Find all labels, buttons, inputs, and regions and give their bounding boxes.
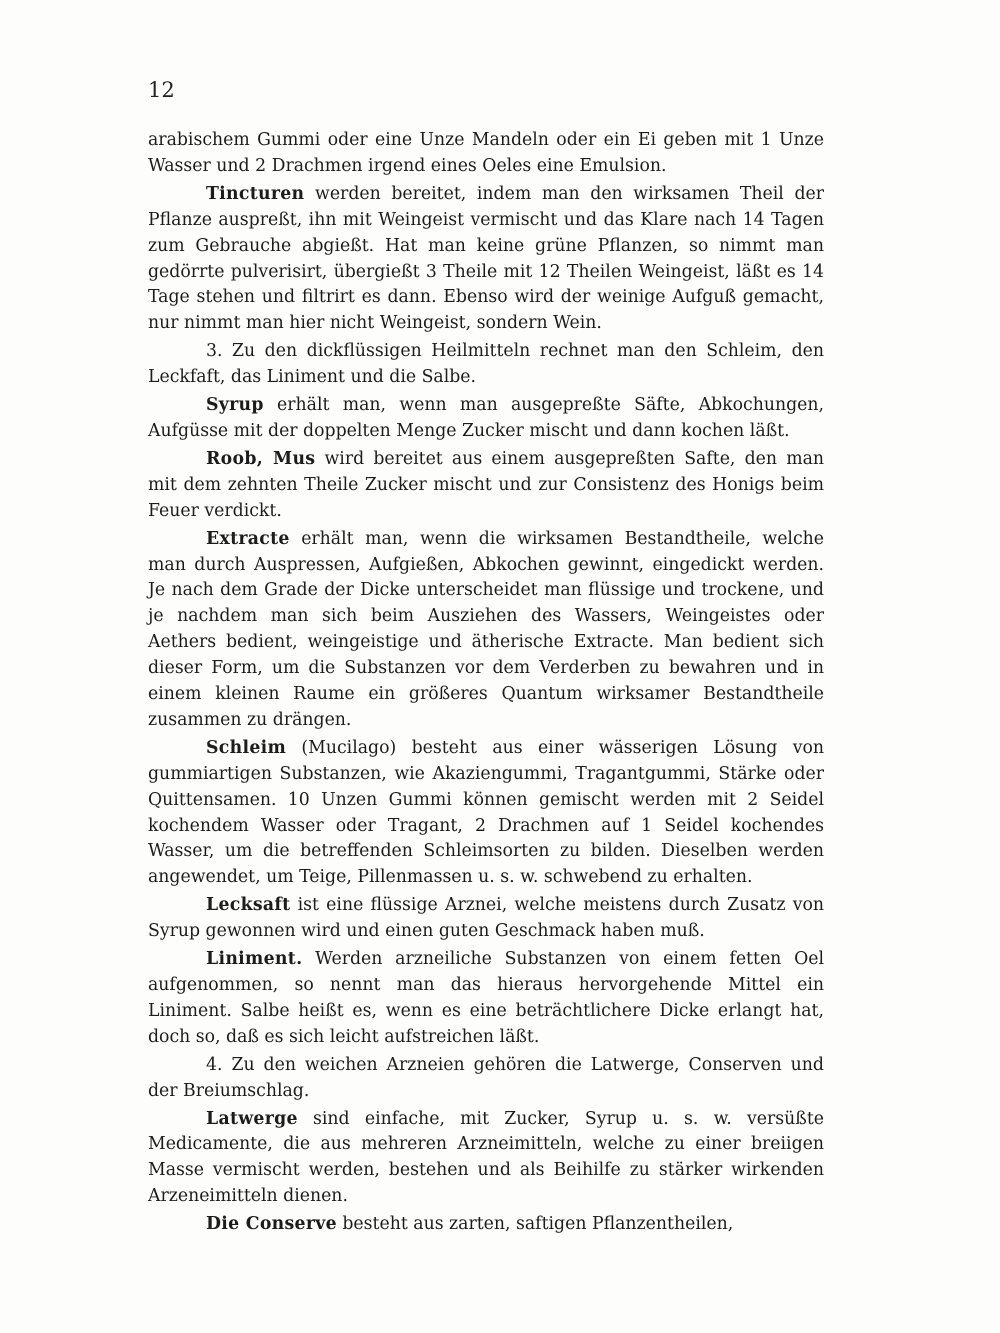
paragraph-text: wird bereitet aus einem ausgepreßten Safte, den man mit dem zehnten Theile Zucker mischt und zur Consistenz des Honigs beim Feuer verdickt. [148,448,825,521]
term-heading: Liniment. [206,949,303,970]
paragraph-text: (Mucilago) besteht aus einer wässerigen Lösung von gummiartigen Substanzen, wie Akaziengummi, Tragantgummi, Stärke oder Quittensamen. 10 Unzen Gummi können gemischt werden mit 2 Seidel kochendem Wasser oder Tragant, 2 Drachmen auf 1 Seidel kochendes Wasser, um die betreffenden Schleimsorten zu bilden. Dieselben werden angewendet, um Teige, Pillenmassen u. s. w. schwebend zu erhalten. [148,737,824,888]
paragraph-section-4 [148,1053,824,1105]
term-heading: Roob, Mus [206,448,316,469]
paragraph-tincturen [148,182,824,337]
paragraph-syrup [148,393,824,445]
term-heading: Die Conserve [206,1214,337,1235]
term-heading: Tincturen [206,183,305,204]
paragraph-lecksaft [148,893,824,945]
paragraph-text: 3. Zu den dickflüssigen Heilmitteln rechnet man den Schleim, den Leckfaft, das Liniment und die Salbe. [148,341,824,388]
paragraph-schleim [148,736,824,891]
paragraph-text: werden bereitet, indem man den wirksamen Theil der Pflanze auspreßt, ihn mit Weingeist vermischt und das Klare nach 14 Tagen zum Gebrauche abgießt. Hat man keine grüne Pflanzen, so nimmt man gedörrte pulverisirt, übergießt 3 Theile mit 12 Theilen Weingeist, läßt es 14 Tage stehen und filtrirt es dann. Ebenso wird der weinige Aufguß gemacht, nur nimmt man hier nicht Weingeist, sondern Wein. [148,183,824,334]
paragraph-text: ist eine flüssige Arznei, welche meistens durch Zusatz von Syrup gewonnen wird und einen guten Geschmack haben muß. [148,895,824,942]
paragraph-latwerge [148,1107,824,1211]
paragraph-text: erhält man, wenn die wirksamen Bestandtheile, welche man durch Auspressen, Aufgießen, Abkochen gewinnt, eingedickt werden. Je nach dem Grade der Dicke unterscheidet man flüssige und trockene, und je nachdem man sich beim Ausziehen des Wassers, Weingeistes oder Aethers bedient, weingeistige und ätherische Extracte. Man bedient sich dieser Form, um die Substanzen vor dem Verderben zu bewahren und in einem kleinen Raume ein größeres Quantum wirksamer Bestandtheile zusammen zu drängen. [148,528,824,730]
term-heading: Schleim [206,737,287,758]
term-heading: Syrup [206,395,264,416]
term-heading: Latwerge [206,1108,298,1129]
paragraph-text: erhält man, wenn man ausgepreßte Säfte, Abkochungen, Aufgüsse mit der doppelten Menge Zucker mischt und dann kochen läßt. [148,395,824,441]
paragraph-text: sind einfache, mit Zucker, Syrup u. s. w. versüßte Medicamente, die aus mehreren Arzneimitteln, welche zu einer breiigen Masse vermischt werden, bestehen und als Beihilfe zu stärker wirkenden Arzeneimitteln dienen. [148,1108,824,1207]
page-number: 12 [148,78,175,102]
paragraph-text: arabischem Gummi oder eine Unze Mandeln oder ein Ei geben mit 1 Unze Wasser und 2 Drachmen irgend eines Oeles eine Emulsion. [148,130,824,176]
paragraph-liniment [148,947,824,1051]
paragraph-text: 4. Zu den weichen Arzneien gehören die Latwerge, Conserven und der Breiumschlag. [148,1054,824,1101]
term-heading: Extracte [206,528,290,549]
paragraph-roob [148,447,824,525]
paragraph-section-3 [148,339,824,391]
paragraph-emulsion [148,128,824,180]
term-heading: Lecksaft [206,895,291,916]
paragraph-text: besteht aus zarten, saftigen Pflanzentheilen, [336,1214,734,1235]
body-text [148,128,824,1238]
paragraph-extracte [148,527,824,734]
paragraph-text: Werden arzneiliche Substanzen von einem fetten Oel aufgenommen, so nennt man das hieraus hervorgehende Mittel ein Liniment. Salbe heißt es, wenn es eine beträchtlichere Dicke erlangt hat, doch so, daß es sich leicht aufstreichen läßt. [148,949,824,1047]
paragraph-conserve [148,1212,824,1238]
